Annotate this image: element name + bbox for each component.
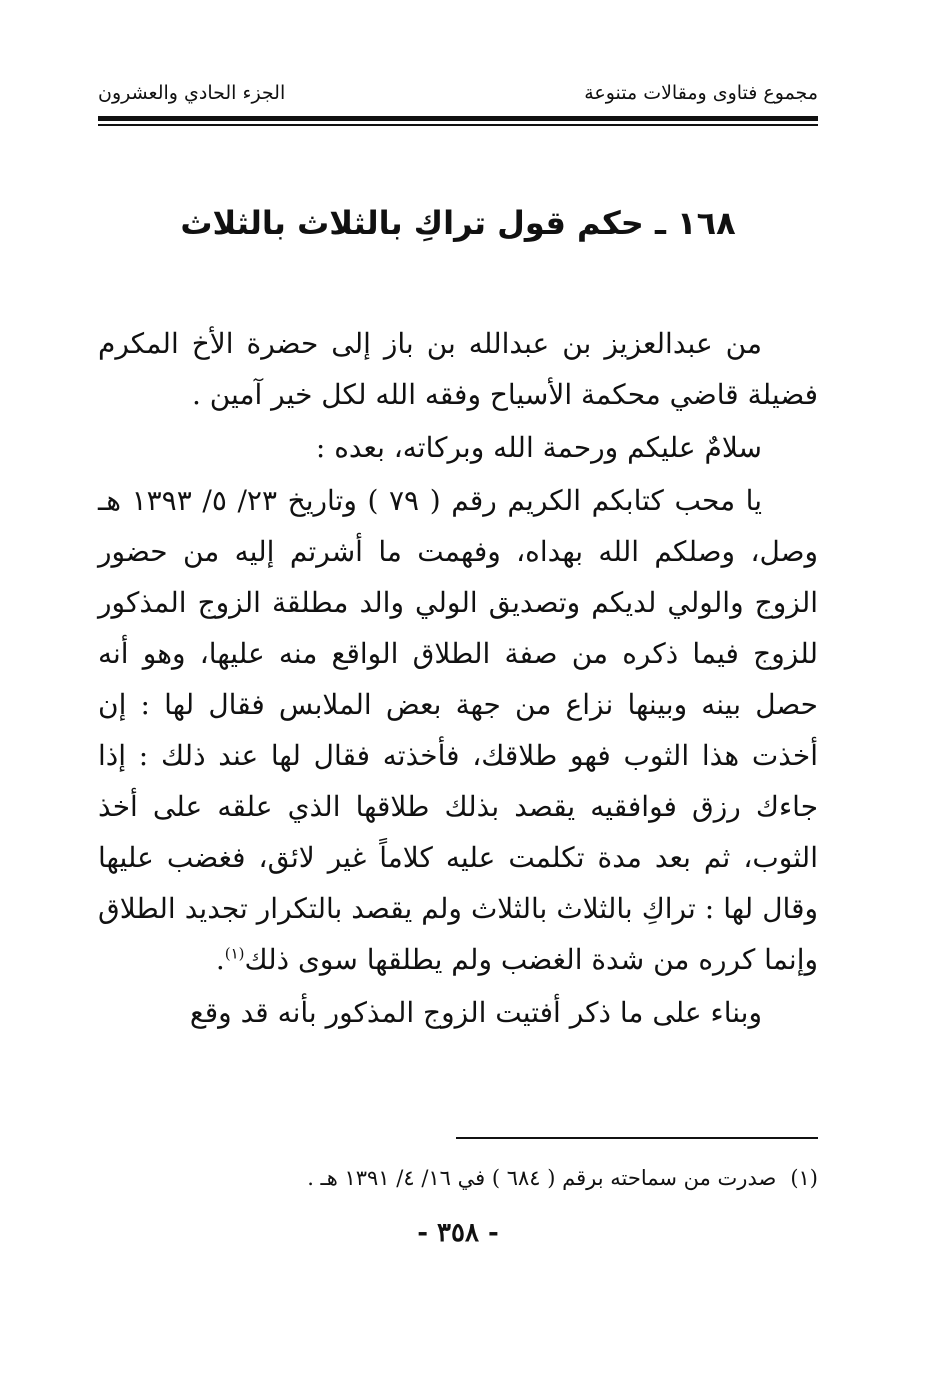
footnote-reference: (١)	[224, 944, 245, 963]
header-rule-thin	[98, 124, 818, 126]
paragraph-main	[98, 475, 818, 985]
header-book-title: مجموع فتاوى ومقالات متنوعة	[584, 82, 818, 104]
paragraph-greeting: سلامٌ عليكم ورحمة الله وبركاته، بعده :	[315, 431, 762, 464]
paragraph-main-text: يا محب كتابكم الكريم رقم ( ٧٩ ) وتاريخ ٢٣/ ٥/ ١٣٩٣ هـ وصل، وصلكم الله بهداه، وفهمت ما أشرتم إليه من حضور الزوج والولي لديكم وتصديق الولي والد مطلقة الزوج المذكور للزوج فيما ذكره من صفة الطلاق الواقع منه عليها، وهو أنه حصل بينه وبينها نزاع من جهة بعض الملابس فقال لها : إن أخذت هذا الثوب فهو طلاقك، فأخذته فقال لها عند ذلك : إذا جاءك رزق فوافقيه يقصد بذلك طلاقها الذي علقه على أخذ الثوب، ثم بعد مدة تكلمت عليه كلاماً غير لائق، فغضب عليها وقال لها : تراكِ بالثلاث بالثلاث ولم يقصد بالتكرار تجديد الطلاق وإنما كرره من شدة الغضب ولم يطلقها سوى ذلك	[98, 484, 818, 976]
paragraph-main-end: .	[215, 943, 225, 976]
header-rule-thick	[98, 116, 818, 121]
footnote-number: (١)	[790, 1166, 818, 1190]
fatwa-title: ١٦٨ ـ حكم قول تراكِ بالثلاث بالثلاث	[180, 204, 736, 242]
footnote	[98, 1166, 818, 1190]
footnote-text: صدرت من سماحته برقم ( ٦٨٤ ) في ١٦/ ٤/ ١٣٩١ هـ .	[307, 1166, 777, 1190]
body-text	[98, 318, 818, 1038]
paragraph-salutation-address: من عبدالعزيز بن عبدالله بن باز إلى حضرة الأخ المكرم فضيلة قاضي محكمة الأسياح وفقه الله لكل خير آمين .	[98, 327, 818, 411]
footnote-separator	[456, 1137, 818, 1139]
header-volume-title: الجزء الحادي والعشرون	[98, 82, 286, 104]
page-number: - ٣٥٨ -	[417, 1218, 499, 1248]
paragraph-ruling: وبناء على ما ذكر أفتيت الزوج المذكور بأنه قد وقع	[189, 996, 762, 1029]
running-header	[98, 82, 818, 112]
